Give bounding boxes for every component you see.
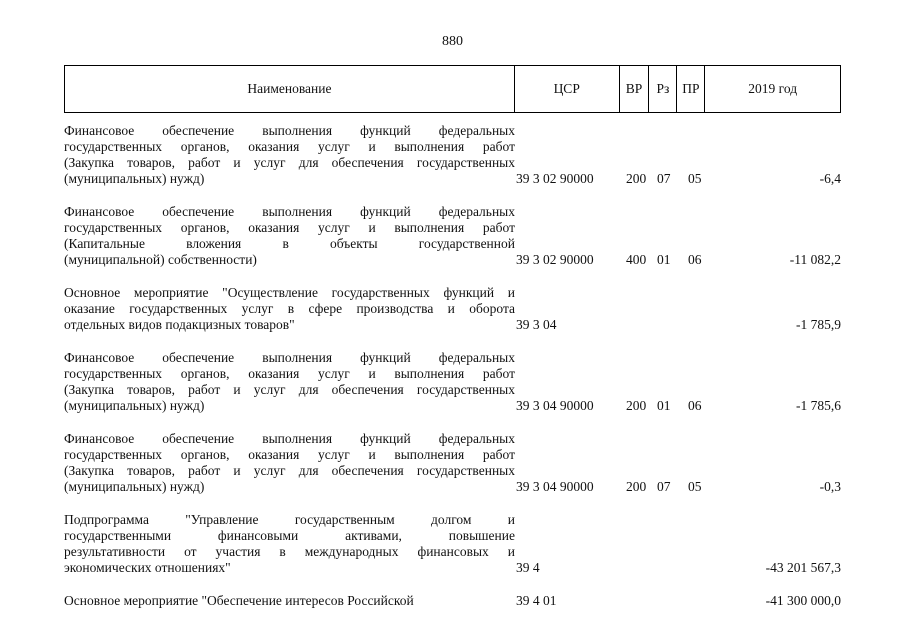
row-name-line: (Закупка товаров, работ и услуг для обеспечения государственных: [64, 463, 515, 478]
row-csr: 39 3 02 90000: [516, 171, 594, 186]
header-vr: ВР: [620, 66, 650, 112]
row-csr: 39 4 01: [516, 593, 557, 608]
row-name-line: Финансовое обеспечение выполнения функций федеральных: [64, 204, 515, 219]
table-row: [64, 123, 841, 187]
header-name: Наименование: [65, 66, 515, 112]
row-name-line: государственными финансовыми активами, повышение: [64, 528, 515, 543]
row-csr: 39 3 02 90000: [516, 252, 594, 267]
table-row: [64, 350, 841, 414]
row-name-line: Основное мероприятие "Обеспечение интересов Российской: [64, 593, 414, 608]
row-sum: -0,3: [819, 479, 841, 494]
row-csr: 39 3 04: [516, 317, 557, 332]
row-name: [64, 123, 515, 187]
table-row: [64, 593, 841, 609]
row-pr: 06: [688, 398, 702, 413]
row-vr: 200: [626, 398, 647, 413]
row-name-line: отдельных видов подакцизных товаров": [64, 317, 295, 332]
row-name-line: государственных органов, оказания услуг и выполнения работ: [64, 139, 515, 154]
row-name-line: результативности от участия в международных финансовых и: [64, 544, 515, 559]
row-rz: 07: [657, 171, 671, 186]
row-name-line: Основное мероприятие "Осуществление государственных функций и: [64, 285, 515, 300]
row-name-line: Финансовое обеспечение выполнения функций федеральных: [64, 123, 515, 138]
row-name: [64, 204, 515, 268]
row-name-line: Финансовое обеспечение выполнения функций федеральных: [64, 350, 515, 365]
row-rz: 01: [657, 252, 671, 267]
row-name-line: (муниципальных) нужд): [64, 479, 205, 494]
row-csr: 39 4: [516, 560, 540, 575]
row-name-line: (Закупка товаров, работ и услуг для обеспечения государственных: [64, 155, 515, 170]
table-body: [64, 123, 841, 609]
table-header: [64, 65, 841, 113]
row-name-line: (муниципальных) нужд): [64, 171, 205, 186]
row-name-line: (муниципальных) нужд): [64, 398, 205, 413]
row-name: [64, 350, 515, 414]
table-row: [64, 285, 841, 333]
row-sum: -43 201 567,3: [765, 560, 841, 575]
row-sum: -41 300 000,0: [765, 593, 841, 608]
row-vr: 200: [626, 171, 647, 186]
row-rz: 01: [657, 398, 671, 413]
row-vr: 200: [626, 479, 647, 494]
row-rz: 07: [657, 479, 671, 494]
row-sum: -11 082,2: [789, 252, 841, 267]
row-pr: 05: [688, 479, 702, 494]
row-name-line: (Капитальные вложения в объекты государственной: [64, 236, 515, 251]
row-sum: -6,4: [819, 171, 841, 186]
row-name: [64, 285, 515, 333]
row-name-line: (муниципальной) собственности): [64, 252, 257, 267]
row-sum: -1 785,9: [796, 317, 841, 332]
row-name-line: экономических отношениях": [64, 560, 231, 575]
row-name: [64, 512, 515, 576]
row-name-line: Финансовое обеспечение выполнения функций федеральных: [64, 431, 515, 446]
row-vr: 400: [626, 252, 647, 267]
header-rz: Рз: [649, 66, 677, 112]
row-name-line: государственных органов, оказания услуг и выполнения работ: [64, 447, 515, 462]
row-name-line: государственных органов, оказания услуг и выполнения работ: [64, 220, 515, 235]
row-name: [64, 593, 515, 609]
header-csr: ЦСР: [515, 66, 620, 112]
row-sum: -1 785,6: [796, 398, 841, 413]
page-number: 880: [442, 34, 463, 49]
row-pr: 06: [688, 252, 702, 267]
table-row: [64, 431, 841, 495]
table-row: [64, 512, 841, 576]
table-row: [64, 204, 841, 268]
header-year: 2019 год: [748, 81, 798, 96]
row-name-line: оказание государственных услуг в сфере производства и оборота: [64, 301, 515, 316]
row-csr: 39 3 04 90000: [516, 398, 594, 413]
header-pr: ПР: [677, 66, 705, 112]
row-name: [64, 431, 515, 495]
row-name-line: (Закупка товаров, работ и услуг для обеспечения государственных: [64, 382, 515, 397]
row-csr: 39 3 04 90000: [516, 479, 594, 494]
row-name-line: государственных органов, оказания услуг и выполнения работ: [64, 366, 515, 381]
row-pr: 05: [688, 171, 702, 186]
row-name-line: Подпрограмма "Управление государственным долгом и: [64, 512, 515, 527]
